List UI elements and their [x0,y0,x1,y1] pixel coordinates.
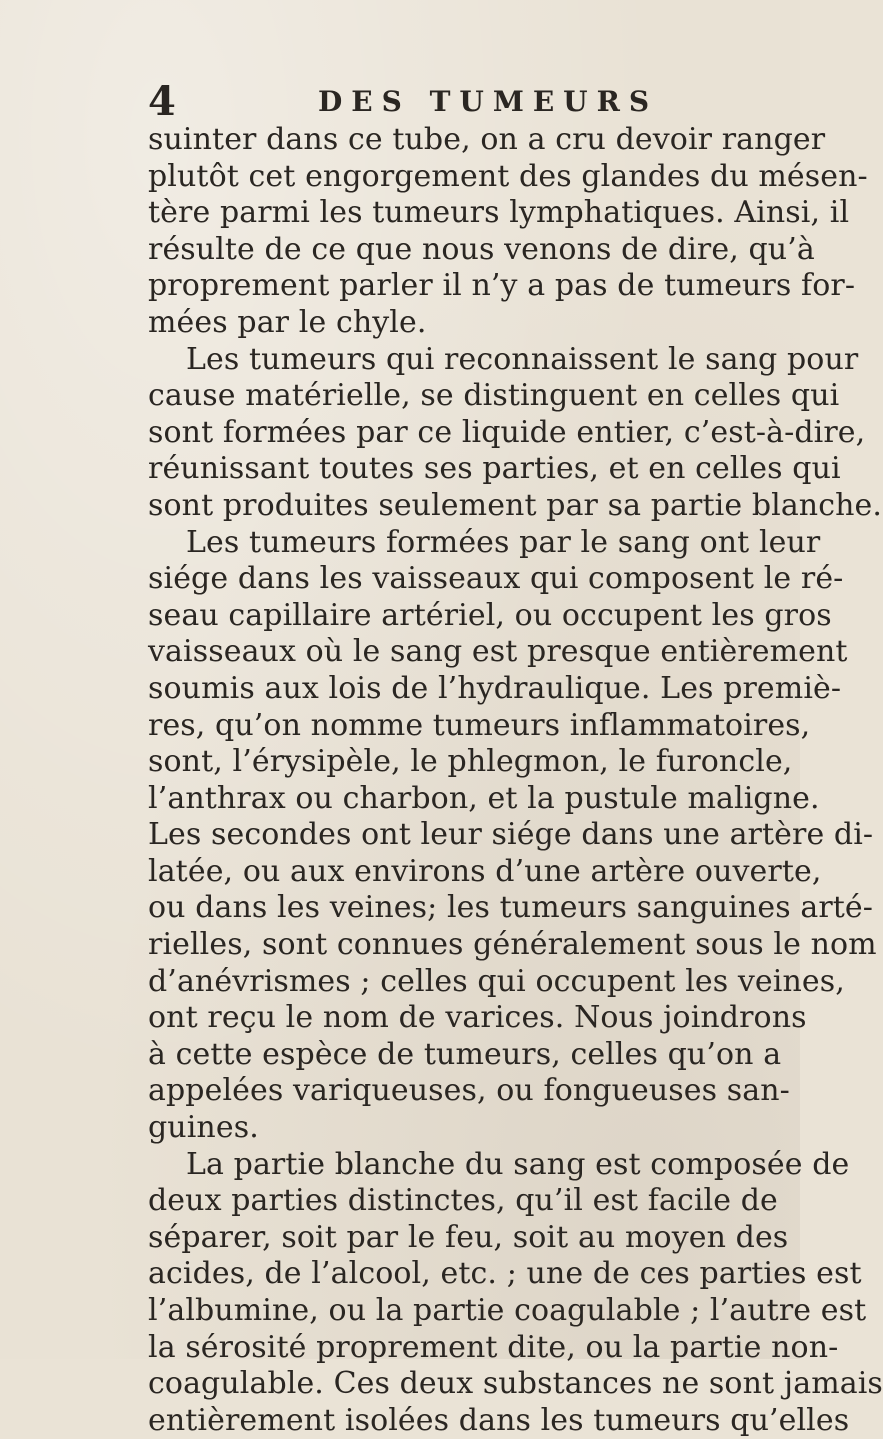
text-line: proprement parler il n’y a pas de tumeurs for- [148,268,856,304]
text-line: seau capillaire artériel, ou occupent les gros [148,597,832,633]
text-line: coagulable. Ces deux substances ne sont jamais [148,1366,883,1402]
text-line: résulte de ce que nous venons de dire, qu’à [148,231,815,267]
text-line: entièrement isolées dans les tumeurs qu’elles [148,1402,850,1438]
text-line: mées par le chyle. [148,304,427,340]
text-line: la sérosité proprement dite, ou la partie non- [148,1329,839,1365]
text-line: réunissant toutes ses parties, et en celles qui [148,451,841,487]
text-line: acides, de l’alcool, etc. ; une de ces parties est [148,1256,862,1292]
text-line: guines. [148,1110,259,1146]
text-line: d’anévrismes ; celles qui occupent les veines, [148,963,845,999]
text-line: Les tumeurs qui reconnaissent le sang pour [186,341,859,377]
text-line: siége dans les vaisseaux qui composent le ré- [148,561,844,597]
text-line: La partie blanche du sang est composée de [186,1146,850,1182]
text-line: l’albumine, ou la partie coagulable ; l’autre est [148,1293,867,1328]
page-header [148,78,705,124]
text-line: tère parmi les tumeurs lymphatiques. Ainsi, il [148,195,850,231]
text-line: soumis aux lois de l’hydraulique. Les premiè- [148,670,842,706]
running-title: DES TUMEURS [318,84,659,118]
text-line: rielles, sont connues généralement sous le nom [148,927,877,963]
text-line: ont reçu le nom de varices. Nous joindrons [148,1000,807,1036]
text-line: à cette espèce de tumeurs, celles qu’on a [148,1036,782,1072]
text-line: sont produites seulement par sa partie blanche. [148,487,883,523]
text-line: ou dans les veines; les tumeurs sanguines arté- [148,890,874,926]
page-number: 4 [148,77,176,125]
text-line: suinter dans ce tube, on a cru devoir ranger [148,122,826,157]
text-line: sont formées par ce liquide entier, c’est-à-dire, [148,414,866,450]
text-line: séparer, soit par le feu, soit au moyen des [148,1219,789,1255]
text-line: Les secondes ont leur siége dans une artère di- [148,817,874,853]
text-line: Les tumeurs formées par le sang ont leur [186,524,821,560]
text-line: res, qu’on nomme tumeurs inflammatoires, [148,707,811,743]
text-line: deux parties distinctes, qu’il est facile de [148,1183,778,1219]
text-line: latée, ou aux environs d’une artère ouverte, [148,853,822,889]
text-line: l’anthrax ou charbon, et la pustule maligne. [148,780,820,816]
text-line: plutôt cet engorgement des glandes du mésen- [148,158,868,194]
text-line: cause matérielle, se distinguent en celles qui [148,378,840,414]
text-line: sont, l’érysipèle, le phlegmon, le furoncle, [148,744,793,780]
body-text [148,122,883,1439]
text-line: vaisseaux où le sang est presque entièrement [148,634,848,670]
text-line: appelées variqueuses, ou fongueuses san- [148,1073,790,1109]
